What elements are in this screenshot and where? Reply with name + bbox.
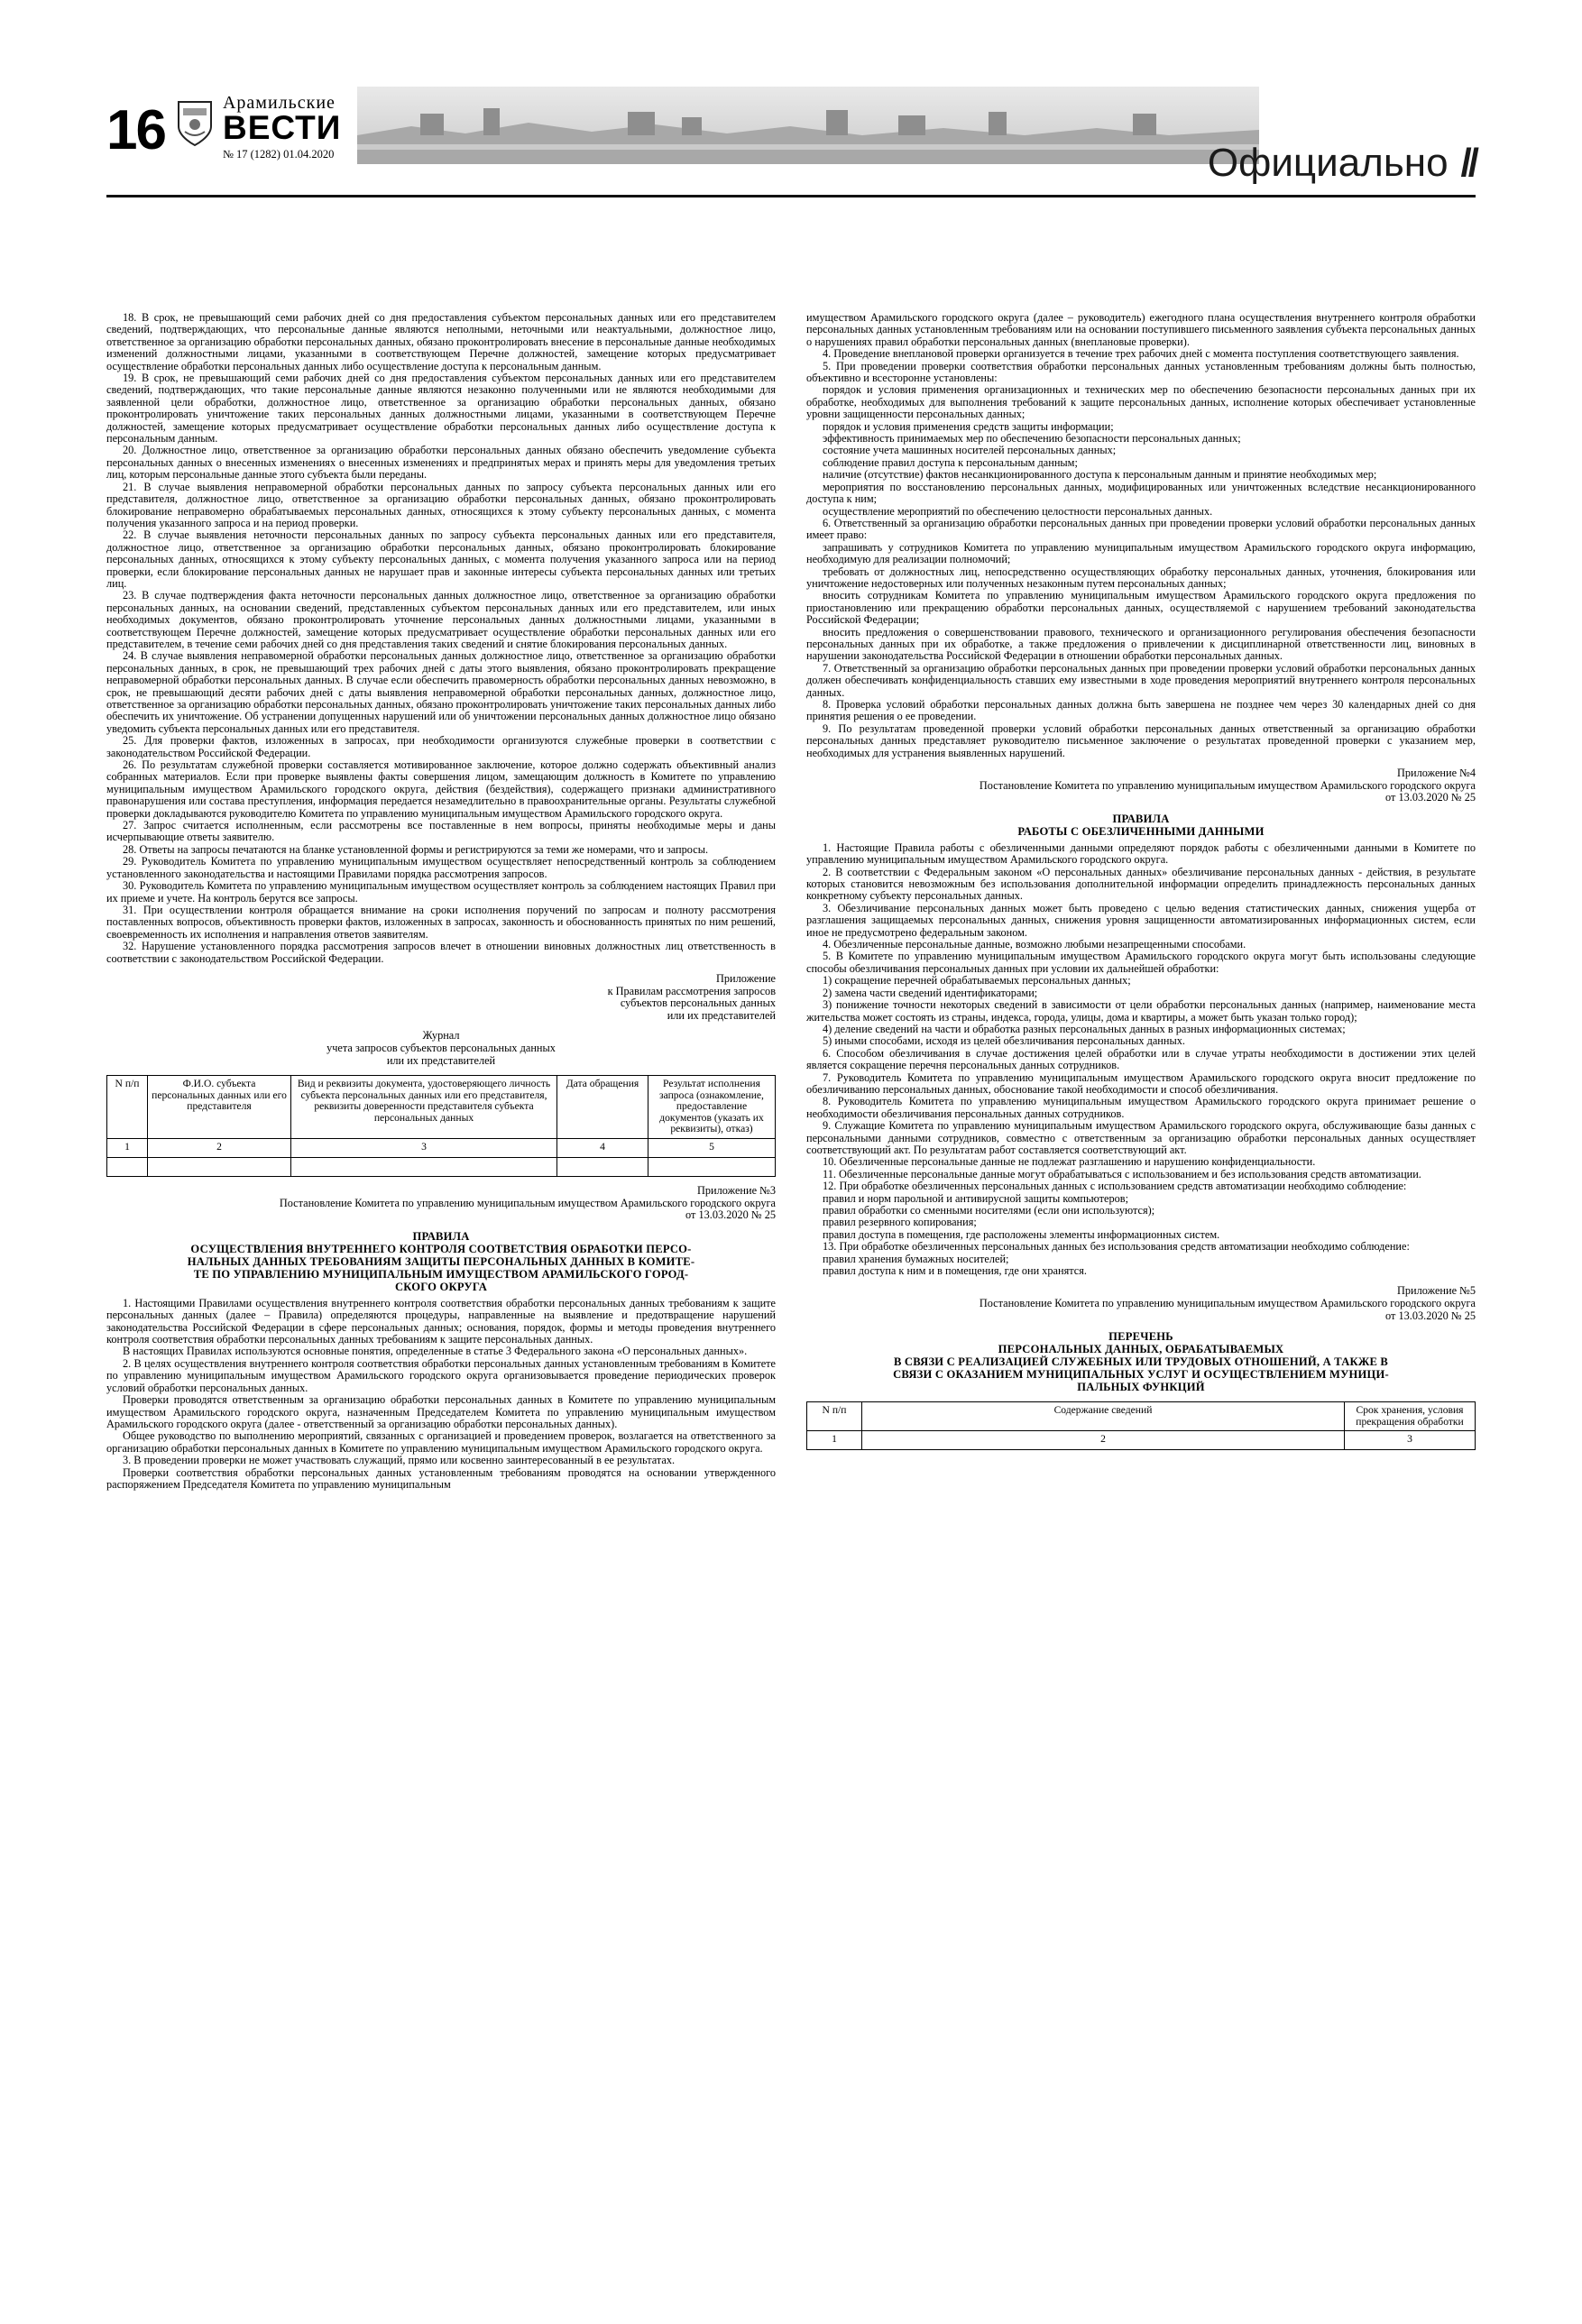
paragraph: Общее руководство по выполнению мероприятий, связанных с организацией и проведением проверок, возлагается на ответственного за организацию обработки персональных данных в Комитете по управлению муниципальным имуществом Арамильского городского округа. (106, 1429, 776, 1455)
table-header-row (107, 1076, 776, 1139)
table-row (107, 1139, 776, 1158)
journal-title-line: Журнал (422, 1029, 460, 1043)
rules-title-line: СКОГО ОКРУГА (394, 1280, 488, 1293)
journal-title-line: учета запросов субъектов персональных данных (327, 1041, 556, 1054)
paragraph: 1. Настоящие Правила работы с обезличенными данными определяют порядок работы с обезличенными данными в Комитете по управлению муниципальным имуществом Арамильского городского округа. (806, 840, 1476, 867)
list-item: осуществление мероприятий по обеспечению целостности персональных данных. (823, 504, 1213, 518)
table-header-row (807, 1402, 1476, 1431)
table-row (107, 1158, 776, 1177)
rules-title-line: НАЛЬНЫХ ДАННЫХ ТРЕБОВАНИЯМ ЗАЩИТЫ ПЕРСОНАЛЬНЫХ ДАННЫХ В КОМИТЕ- (187, 1254, 695, 1268)
paragraph: Проверки проводятся ответственным за организацию обработки персональных данных в Комитете по управлению муниципальным имуществом Арамильского городского округа, назначенным Председателем Комитета по управлению муниципальным имуществом Арамильского городского округа (далее - ответственный за организацию обработки персональных данных). (106, 1393, 776, 1430)
paragraph: 26. По результатам служебной проверки составляется мотивированное заключение, которое должно содержать объективный анализ собранных материалов. Если при проверке выявлены факты совершения лицом, замещающим должность в Комитете по управлению муниципальным имуществом Арамильского городского округа, действия (бездействия), содержащего признаки административного правонарушения или состава преступления, информация передается незамедлительно в правоохранительные органы. Результаты служебной проверки докладываются руководителю Комитета по управлению муниципальным имуществом Арамильского городского округа. (106, 758, 776, 820)
list-item: наличие (отсутствие) фактов несанкционированного доступа к персональным данным и принятие необходимых мер; (823, 468, 1377, 482)
paragraph: 5. При проведении проверки соответствия обработки персональных данных установленным требованиям должны быть полностью, объективно и всесторонне установлены: (806, 359, 1476, 385)
paragraph: 7. Ответственный за организацию обработки персональных данных при проведении проверки условий обработки персональных данных должен обеспечивать конфиденциальность ставших ему известными в ходе проведения мероприятий внутреннего контроля персональных данных. (806, 661, 1476, 699)
list-item: 1) сокращение перечней обрабатываемых персональных данных; (823, 974, 1131, 987)
table-header-cell: Дата обращения (557, 1076, 648, 1139)
table-cell (557, 1158, 648, 1177)
appendix-5-line: от 13.03.2020 № 25 (1385, 1309, 1476, 1322)
rules2-title-line: РАБОТЫ С ОБЕЗЛИЧЕННЫМИ ДАННЫМИ (1017, 824, 1265, 838)
list-title-line: ПЕРЕЧЕНЬ (1108, 1330, 1173, 1344)
paragraph: 29. Руководитель Комитета по управлению муниципальным имуществом осуществляет непосредственный контроль за соблюдением установленного законодательства и настоящими Правилами порядка рассмотрения запросов. (106, 855, 776, 880)
appendix-3-line: Постановление Комитета по управлению муниципальным имуществом Арамильского городского округа (279, 1196, 776, 1209)
paragraph: вносить предложения о совершенствовании правового, технического и организационного регулирования обеспечения безопасности персональных данных при их обработке, а также предложения о привлечении к дисциплинарной ответственности лиц, виновных в нарушении законодательства Российской Федерации в отношении обработки персональных данных. (806, 625, 1476, 663)
appendix-3-line: Приложение №3 (697, 1184, 776, 1198)
appendix-reference-line: Приложение (716, 971, 776, 985)
list-item: 4) деление сведений на части и обработка разных персональных данных в разных информационных системах; (823, 1022, 1346, 1035)
table-cell (107, 1158, 148, 1177)
slash-decoration-icon: // (1460, 141, 1476, 185)
paragraph: 4. Проведение внеплановой проверки организуется в течение трех рабочих дней с момента поступления соответствующего заявления. (823, 347, 1459, 361)
table-cell: 1 (807, 1431, 862, 1450)
table-cell: 2 (862, 1431, 1345, 1450)
list-item: эффективность принимаемых мер по обеспечению безопасности персональных данных; (823, 432, 1241, 446)
list-item: состояние учета машинных носителей персональных данных; (823, 444, 1117, 457)
paragraph: 31. При осуществлении контроля обращается внимание на сроки исполнения поручений по запросам и полноту рассмотрения поставленных вопросов, объективность проверки фактов, изложенных в запросах, законность и обоснованность принятых по ним решений, своевременность их исполнения и направления ответов заявителям. (106, 903, 776, 941)
list-title-line: ПЕРСОНАЛЬНЫХ ДАННЫХ, ОБРАБАТЫВАЕМЫХ (998, 1343, 1284, 1356)
appendix-3-line: от 13.03.2020 № 25 (685, 1208, 776, 1222)
list-item: правил резервного копирования; (823, 1216, 977, 1229)
newspaper-page (0, 87, 1582, 2324)
paragraph: 9. Служащие Комитета по управлению муниципальным имуществом Арамильского городского округа, обслуживающие базы данных с персональными данными сотрудников, совместно с ответственным за организацию обработки персональных данных осуществляет соответствующий акт. По результатам работ составляется соответствующий акт. (806, 1119, 1476, 1156)
appendix-5-line: Приложение №5 (1397, 1284, 1476, 1298)
paragraph: 19. В срок, не превышающий семи рабочих дней со дня предоставления субъектом персональных данных или его представителем сведений, подтверждающих, что такие персональные данные являются незаконно полученными или не являются необходимыми для заявленной цели обработки, должностное лицо, ответственное за организацию обработки персональных данных, обязано проконтролировать уничтожение таких персональных данных должностными лицами, указанными в соответствующем Перечне должностей, замещение которых предусматривает осуществление обработки персональных данных либо осуществление доступа к персональным данным. (106, 372, 776, 446)
list-title-line: СВЯЗИ С ОКАЗАНИЕМ МУНИЦИПАЛЬНЫХ УСЛУГ И ОСУЩЕСТВЛЕНИЕМ МУНИЦИ- (893, 1368, 1389, 1382)
table-row (807, 1431, 1476, 1450)
appendix-4-line: Приложение №4 (1397, 767, 1476, 780)
table-cell (648, 1158, 776, 1177)
paragraph: 8. Проверка условий обработки персональных данных должна быть завершена не позднее чем через 30 календарных дней со дня принятия решения о ее проведении. (806, 698, 1476, 723)
list-item: 2) замена части сведений идентификаторами; (823, 986, 1038, 999)
rules-title-line: ПРАВИЛА (412, 1229, 470, 1243)
paragraph: 21. В случае выявления неправомерной обработки персональных данных по запросу субъекта персональных данных или его представителя, должностное лицо, ответственное за организацию обработки персональных данных, обязано проконтролировать блокирование неправомерно обрабатываемых персональных данных, относящихся к этому субъекту персональных данных, с момента получения указанного запроса и на период проверки. (106, 480, 776, 529)
list-title-line: ПАЛЬНЫХ ФУНКЦИЙ (1077, 1381, 1205, 1394)
paragraph: 6. Способом обезличивания в случае достижения целей обработки или в случае утраты необходимости в достижении этих целей является сокращение перечня персональных данных сотрудников. (806, 1046, 1476, 1072)
paragraph: 5. В Комитете по управлению муниципальным имуществом Арамильского городского округа могут быть использованы следующие способы обезличивания персональных данных при условии их дальнейшей обработки: (806, 950, 1476, 975)
table-cell (291, 1158, 557, 1177)
appendix-reference-line: или их представителей (667, 1008, 776, 1022)
table-header-cell: N п/п (107, 1076, 148, 1139)
issue-line: № 17 (1282) 01.04.2020 (222, 148, 335, 161)
appendix-4-line: от 13.03.2020 № 25 (1385, 791, 1476, 804)
table-header-cell: Ф.И.О. субъекта персональных данных или его представителя (148, 1076, 291, 1139)
appendix-4-line: Постановление Комитета по управлению муниципальным имуществом Арамильского городского округа (979, 778, 1476, 792)
appendix-5-line: Постановление Комитета по управлению муниципальным имуществом Арамильского городского округа (979, 1297, 1476, 1310)
paragraph: 6. Ответственный за организацию обработки персональных данных при проведении проверки условий обработки персональных данных имеет право: (806, 516, 1476, 542)
coat-of-arms-icon (176, 99, 214, 148)
paragraph: 13. При обработке обезличенных персональных данных без использования средств автоматизации необходимо соблюдение: (823, 1240, 1410, 1254)
paragraph: 28. Ответы на запросы печатаются на бланке установленной формы и регистрируются за теми же номерами, что и запросы. (123, 842, 709, 856)
table-header-cell: Вид и реквизиты документа, удостоверяющего личность субъекта персональных данных или его представителя, реквизиты доверенности представителя субъекта персональных данных (291, 1076, 557, 1139)
paragraph: 11. Обезличенные персональные данные могут обрабатываться с использованием и без использования средств автоматизации. (823, 1167, 1421, 1180)
right-column (806, 312, 1476, 1491)
rules-title-line: ОСУЩЕСТВЛЕНИЯ ВНУТРЕННЕГО КОНТРОЛЯ СООТВЕТСТВИЯ ОБРАБОТКИ ПЕРСО- (190, 1242, 692, 1255)
paragraph: 30. Руководитель Комитета по управлению муниципальным имуществом осуществляет контроль за соблюдением настоящих Правил при их приеме и учете. На контроль берутся все запросы. (106, 879, 776, 905)
paragraph: 3. Обезличивание персональных данных может быть проведено с целью ведения статистических данных, снижения ущерба от разглашения защищаемых персональных данных, снижения уровня защищенности автоматизированных информационных систем, если иное не предусмотрено федеральным законом. (806, 901, 1476, 939)
paragraph: 9. По результатам проведенной проверки условий обработки персональных данных ответственный за организацию обработки персональных данных представляет руководителю письменное заключение о результатах проведенной проверки с указанием мер, необходимых для устранения выявленных нарушений. (806, 721, 1476, 759)
appendix-reference-line: субъектов персональных данных (620, 997, 776, 1010)
personal-data-table (806, 1401, 1476, 1450)
list-item: мероприятия по восстановлению персональных данных, модифицированных или уничтоженных вследствие несанкционированного доступа к ним; (806, 480, 1476, 506)
list-item: 5) иными способами, исходя из целей обезличивания персональных данных. (823, 1034, 1185, 1048)
table-header-cell: N п/п (807, 1402, 862, 1431)
paragraph: 24. В случае выявления неправомерной обработки персональных данных должностное лицо, ответственное за организацию обработки персональных данных, в срок, не превышающий трех рабочих дней с даты этого выявления, обязано проконтролировать прекращение неправомерной обработки персональных данных. В случае если обеспечить правомерность обработки персональных данных невозможно, в срок, не превышающий десяти рабочих дней с даты выявления неправомерной обработки персональных данных, должностное лицо, ответственное за организацию обработки персональных данных, обязано проконтролировать уничтожение таких персональных данных либо обеспечить их уничтожение. Об устранении допущенных нарушений или об уничтожении персональных данных должностное лицо обязано уведомить субъекта персональных данных или его представителя. (106, 649, 776, 735)
list-item: порядок и условия применения средств защиты информации; (823, 419, 1114, 433)
content-columns (106, 312, 1476, 1491)
section-title-text: Официально (1207, 141, 1449, 185)
brand-line-2: ВЕСТИ (222, 109, 342, 146)
section-title (1208, 141, 1476, 186)
list-title-line: В СВЯЗИ С РЕАЛИЗАЦИЕЙ СЛУЖЕБНЫХ ИЛИ ТРУДОВЫХ ОТНОШЕНИЙ, А ТАКЖЕ В (893, 1355, 1389, 1369)
table-cell: 2 (148, 1139, 291, 1158)
paragraph: 3. В проведении проверки не может участвовать служащий, прямо или косвенно заинтересованный в ее результатах. (123, 1454, 676, 1467)
table-header-cell: Срок хранения, условия прекращения обработки (1345, 1402, 1476, 1431)
paragraph: 2. В соответствии с Федеральным законом «О персональных данных» обезличивание персональных данных - действия, в результате которых становится невозможным без использования дополнительной информации определить принадлежность персональных данных конкретному субъекту персональных данных. (806, 865, 1476, 903)
table-cell: 4 (557, 1139, 648, 1158)
table-cell: 1 (107, 1139, 148, 1158)
paragraph: 4. Обезличенные персональные данные, возможно любыми незапрещенными способами. (823, 938, 1246, 951)
list-item: правил обработки со сменными носителями (если они используются); (823, 1204, 1155, 1217)
masthead (106, 87, 1476, 197)
paragraph: 8. Руководитель Комитета по управлению муниципальным имуществом Арамильского городского округа принимает решение о необходимости обезличивания персональных данных сотрудников. (806, 1095, 1476, 1120)
rules2-title-line: ПРАВИЛА (1112, 812, 1170, 825)
paragraph: вносить сотрудникам Комитета по управлению муниципальным имуществом Арамильского городского округа предложения по приостановлению или прекращению обработки персональных данных, осуществляемой с нарушением требований законодательства Российской Федерации; (806, 589, 1476, 627)
journal-table (106, 1075, 776, 1177)
list-item: соблюдение правил доступа к персональным данным; (823, 455, 1078, 469)
journal-title-line: или их представителей (386, 1053, 496, 1067)
list-item: правил доступа в помещения, где расположены элементы информационных систем. (823, 1227, 1220, 1241)
appendix-reference-line: к Правилам рассмотрения запросов (607, 984, 776, 997)
paragraph: 32. Нарушение установленного порядка рассмотрения запросов влечет в отношении виновных должностных лиц ответственность в соответствии с законодательством Российской Федерации. (106, 940, 776, 965)
paragraph: 2. В целях осуществления внутреннего контроля соответствия обработки персональных данных установленным требованиям в Комитете по управлению муниципальным имуществом Арамильского городского округа организовывается проведение периодических проверок условий обработки персональных данных. (106, 1356, 776, 1394)
paragraph: требовать от должностных лиц, непосредственно осуществляющих обработку персональных данных, уточнения, блокирования или уничтожение недостоверных или полученных незаконным путем персональных данных; (806, 565, 1476, 590)
list-item: правил хранения бумажных носителей; (823, 1252, 1009, 1265)
left-column (106, 312, 776, 1491)
paragraph: имуществом Арамильского городского округа (далее – руководитель) ежегодного плана осуществления внутреннего контроля обработки персональных данных установленным требованиям или на основании поступившего письменного заявления субъекта персональных данных о нарушениях правил обработки персональных данных (внеплановые проверки). (806, 311, 1476, 348)
paragraph: 22. В случае выявления неточности персональных данных по запросу субъекта персональных данных или его представителя, должностное лицо, ответственное за организацию обработки персональных данных, обязано проконтролировать блокирование персональных данных, относящихся к этому субъекту персональных данных, с момента получения указанного запроса или на период проверки, если блокирование персональных данных не нарушает прав и законные интересы субъекта персональных данных или третьих лиц. (106, 528, 776, 590)
table-cell: 3 (291, 1139, 557, 1158)
table-header-cell: Содержание сведений (862, 1402, 1345, 1431)
paragraph: В настоящих Правилах используются основные понятия, определенные в статье 3 Федерального закона «О персональных данных». (123, 1345, 748, 1358)
table-cell (148, 1158, 291, 1177)
paragraph: запрашивать у сотрудников Комитета по управлению муниципальным имуществом Арамильского городского округа информацию, необходимую для реализации полномочий; (806, 540, 1476, 566)
rules-title-line: ТЕ ПО УПРАВЛЕНИЮ МУНИЦИПАЛЬНЫМ ИМУЩЕСТВОМ АРАМИЛЬСКОГО ГОРОД- (193, 1267, 689, 1281)
paragraph: 25. Для проверки фактов, изложенных в запросах, при необходимости организуются служебные проверки в соответствии с законодательством Российской Федерации. (106, 734, 776, 759)
paragraph: 27. Запрос считается исполненным, если рассмотрены все поставленные в нем вопросы, приняты необходимые меры и даны исчерпывающие ответы заявителю. (106, 819, 776, 844)
paragraph: 12. При обработке обезличенных персональных данных с использованием средств автоматизации необходимо соблюдение: (823, 1180, 1407, 1193)
list-item: правил и норм парольной и антивирусной защиты компьютеров; (823, 1191, 1128, 1205)
paragraph: 7. Руководитель Комитета по управлению муниципальным имуществом Арамильского городского округа вносит предложение по обезличиванию персональных данных, обоснование такой необходимости и способ обезличивания. (806, 1070, 1476, 1096)
paragraph: 10. Обезличенные персональные данные не подлежат разглашению и нарушению конфиденциальности. (823, 1155, 1316, 1169)
table-cell: 3 (1345, 1431, 1476, 1450)
brand-line-1: Арамильские (222, 93, 336, 113)
list-item: 3) понижение точности некоторых сведений в зависимости от цели обработки персональных данных (например, наименование места жительства может состоять из страны, индекса, города, улицы, дома и квартиры, а может быть указан только город); (806, 998, 1476, 1024)
list-item: порядок и условия применения организационных и технических мер по обеспечению безопасности персональных данных при их обработке, необходимых для выполнения требований к защите персональных данных, исполнение которых обеспечивает установленные уровни защищенности персональных данных; (806, 383, 1476, 421)
paragraph: 23. В случае подтверждения факта неточности персональных данных должностное лицо, ответственное за организацию обработки персональных данных, на основании сведений, представленных субъектом персональных данных или его представителем, или иных необходимых документов, обязано проконтролировать уточнение персональных данных должностными лицами, указанными в соответствующем Перечне должностей, замещение которых предусматривает осуществление обработки персональных данных или его представителем, в течение семи рабочих дней со дня представления таких сведений и снятие блокирования персональных данных. (106, 589, 776, 650)
page-number: 16 (106, 99, 165, 161)
table-header-cell: Результат исполнения запроса (ознакомление, предоставление документов (указать их реквизиты), отказ) (648, 1076, 776, 1139)
paragraph: 20. Должностное лицо, ответственное за организацию обработки персональных данных обязано обеспечить уведомление субъекта персональных данных о внесенных изменениях о внесенных изменениях и предпринятых мерах и принять меры для уведомления третьих лиц, которым персональные данные этого субъекта были переданы. (106, 444, 776, 482)
table-cell: 5 (648, 1139, 776, 1158)
paragraph: Проверки соответствия обработки персональных данных установленным требованиям проводятся на основании утвержденного распоряжением Председателя Комитета по управлению муниципальным (106, 1465, 776, 1491)
brand (223, 87, 341, 161)
paragraph: 1. Настоящими Правилами осуществления внутреннего контроля соответствия обработки персональных данных требованиям к защите персональных данных (далее – Правила) определяются процедуры, направленные на выявление и предотвращение нарушений законодательства Российской Федерации в сфере персональных данных; основания, порядок, формы и методы проведения внутреннего контроля соответствия обработки персональных данных требованиям к защите персональных данных. (106, 1296, 776, 1346)
paragraph: 18. В срок, не превышающий семи рабочих дней со дня предоставления субъектом персональных данных или его представителем сведений, подтверждающих, что персональные данные являются неполными, неточными или неактуальными, должностное лицо, ответственное за организацию обработки персональных данных, обязано проконтролировать внесение в персональные данные необходимых изменений должностными лицами, указанными в соответствующем Перечне должностей, замещение которых предусматривает осуществление обработки персональных данных либо осуществление доступа к персональным данным. (106, 311, 776, 372)
list-item: правил доступа к ним и в помещения, где они хранятся. (823, 1264, 1087, 1278)
